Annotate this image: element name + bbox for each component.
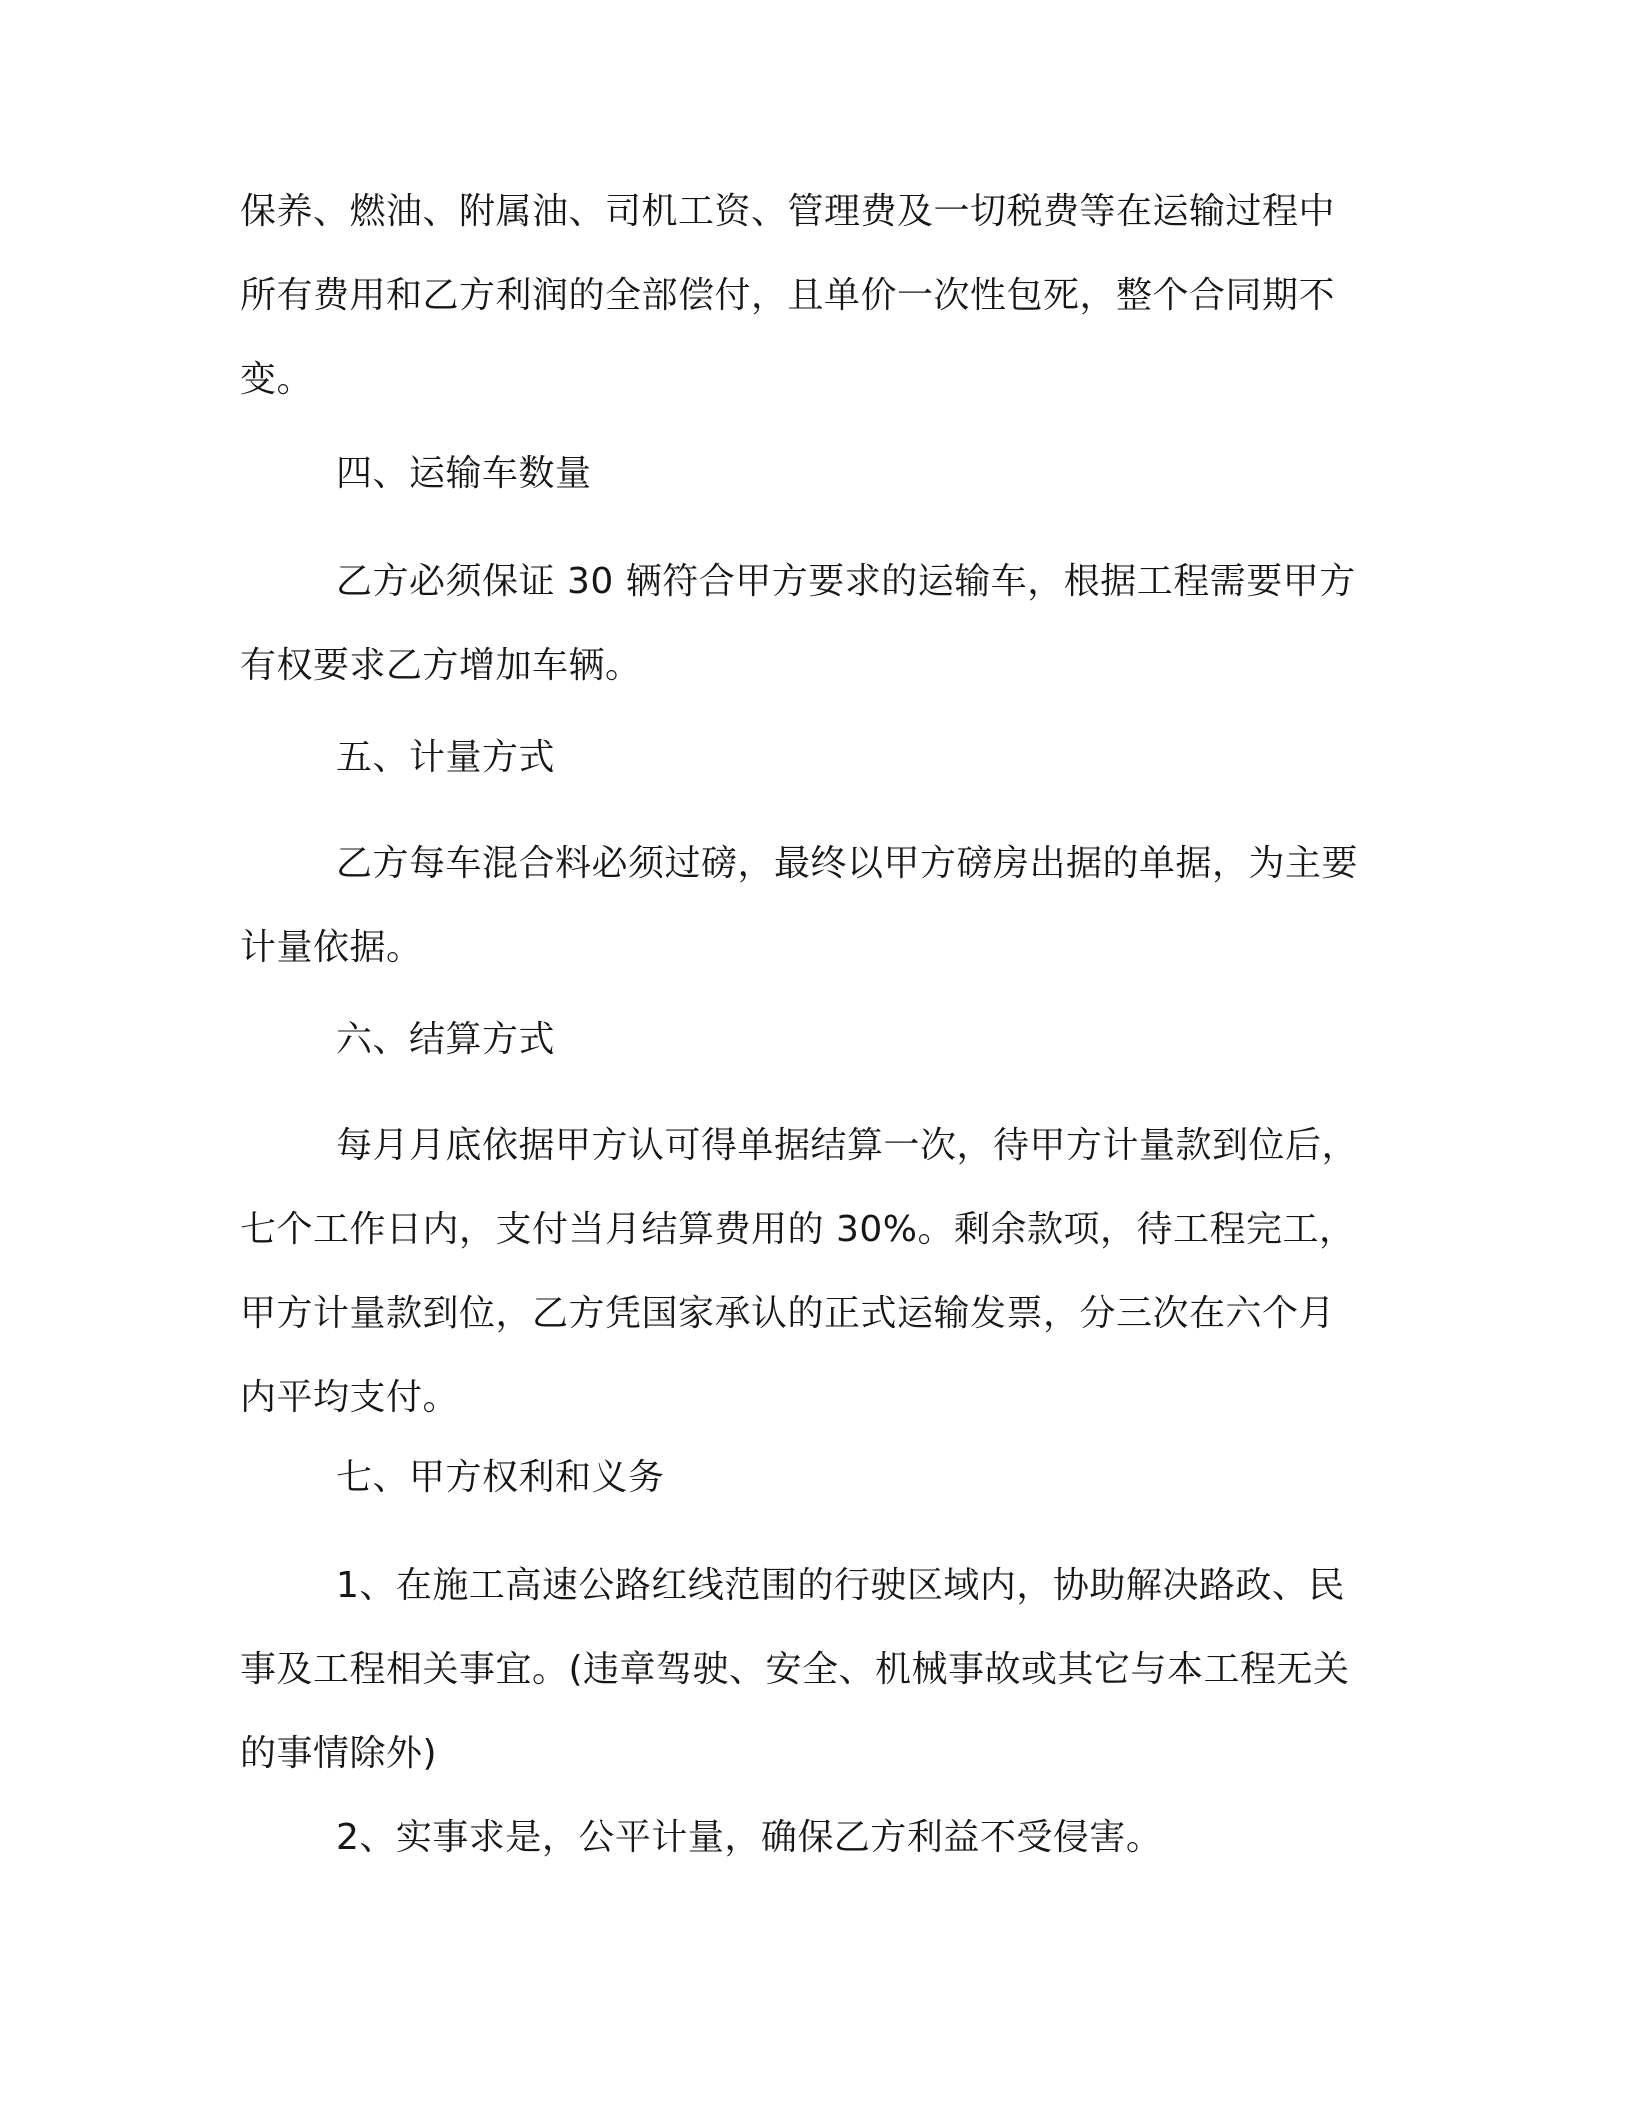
- section-heading: 四、运输车数量: [336, 453, 592, 494]
- text-line: 计量依据。: [240, 927, 423, 968]
- section-heading: 五、计量方式: [336, 737, 556, 778]
- text-line: 事及工程相关事宜。(违章驾驶、安全、机械事故或其它与本工程无关: [240, 1649, 1350, 1690]
- text-line: 的事情除外): [240, 1733, 438, 1774]
- section7-item2: [240, 1796, 1380, 1880]
- text-line: 保养、燃油、附属油、司机工资、管理费及一切税费等在运输过程中: [240, 191, 1336, 232]
- text-line: 有权要求乙方增加车辆。: [240, 645, 642, 686]
- intro-paragraph: [240, 170, 1380, 422]
- section5-heading: [240, 716, 1380, 800]
- section7-heading: [240, 1436, 1380, 1520]
- section-heading: 六、结算方式: [336, 1019, 556, 1060]
- section6-heading: [240, 998, 1380, 1082]
- text-line: 乙方必须保证 30 辆符合甲方要求的运输车，根据工程需要甲方: [336, 561, 1356, 602]
- section7-item1: [240, 1544, 1380, 1796]
- text-line: 每月月底依据甲方认可得单据结算一次，待甲方计量款到位后，: [336, 1125, 1359, 1166]
- section-heading: 七、甲方权利和义务: [336, 1457, 665, 1498]
- text-line: 乙方每车混合料必须过磅，最终以甲方磅房出据的单据，为主要: [336, 843, 1359, 884]
- text-line: 七个工作日内，支付当月结算费用的 30%。剩余款项，待工程完工，: [240, 1209, 1356, 1250]
- text-line: 内平均支付。: [240, 1377, 460, 1418]
- section4-heading: [240, 432, 1380, 516]
- section6-body: [240, 1104, 1380, 1440]
- section4-body: [240, 540, 1380, 708]
- text-line: 2、实事求是，公平计量，确保乙方利益不受侵害。: [336, 1817, 1163, 1858]
- text-line: 所有费用和乙方利润的全部偿付，且单价一次性包死，整个合同期不: [240, 275, 1336, 316]
- text-line: 甲方计量款到位，乙方凭国家承认的正式运输发票，分三次在六个月: [240, 1293, 1336, 1334]
- section5-body: [240, 822, 1380, 990]
- text-line: 1、在施工高速公路红线范围的行驶区域内，协助解决路政、民: [336, 1565, 1345, 1606]
- text-line: 变。: [240, 359, 314, 400]
